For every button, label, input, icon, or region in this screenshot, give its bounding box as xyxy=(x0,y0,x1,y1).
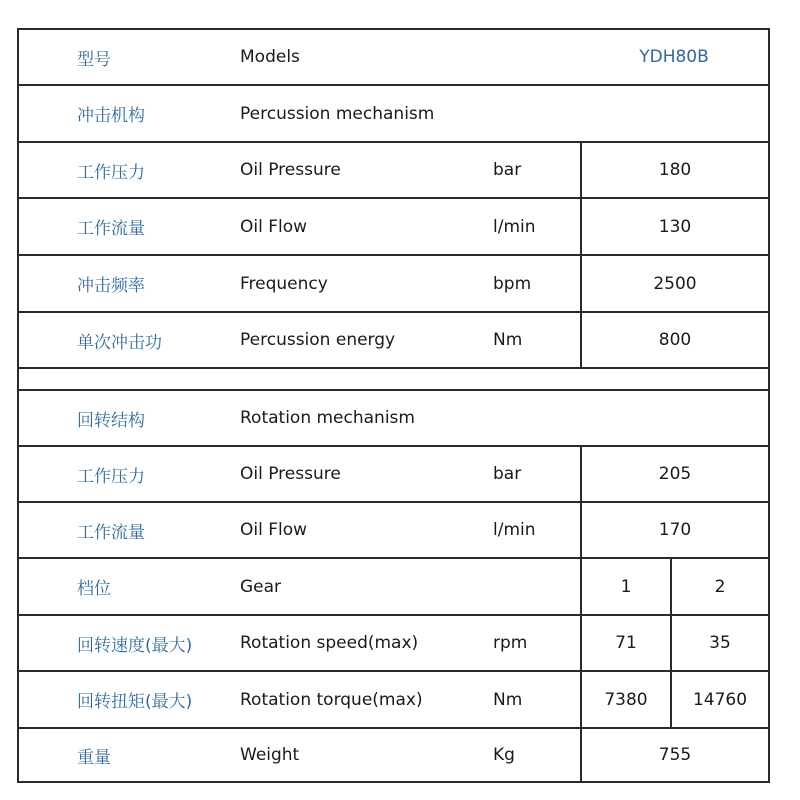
model-value: YDH80B xyxy=(639,47,709,67)
unit: Kg xyxy=(493,745,515,765)
label-cn: 工作压力 xyxy=(77,466,145,487)
label-cn: 档位 xyxy=(77,579,111,599)
row-percussion-energy xyxy=(19,313,768,369)
label-en: Oil Flow xyxy=(240,216,308,237)
label-en: Frequency xyxy=(240,273,328,294)
row-rotation-oil-flow xyxy=(19,503,768,559)
value-gear-2: 14760 xyxy=(670,672,768,727)
label-cn: 回转扭矩(最大) xyxy=(77,692,193,712)
row-frequency xyxy=(19,256,768,313)
label-en: Percussion energy xyxy=(240,330,396,350)
label-cn: 回转速度(最大) xyxy=(77,635,193,656)
value: 205 xyxy=(580,447,768,501)
row-percussion-oil-flow xyxy=(19,199,768,256)
value: 170 xyxy=(580,503,768,557)
unit: Nm xyxy=(493,689,523,710)
label-cn: 型号 xyxy=(77,49,111,70)
value-gear-1: 7380 xyxy=(580,672,670,727)
row-percussion-oil-pressure xyxy=(19,143,768,199)
label-cn: 工作压力 xyxy=(77,162,145,183)
row-rotation-speed xyxy=(19,616,768,672)
label-cn: 工作流量 xyxy=(77,522,145,543)
unit: rpm xyxy=(493,633,528,653)
section-label-en: Rotation mechanism xyxy=(240,408,415,428)
row-rotation-oil-pressure xyxy=(19,447,768,503)
unit: bpm xyxy=(493,273,532,294)
label-en: Models xyxy=(240,47,300,67)
unit: l/min xyxy=(493,216,536,237)
section-label-cn: 冲击机构 xyxy=(77,106,145,126)
section-label-cn: 回转结构 xyxy=(77,410,145,431)
unit: bar xyxy=(493,464,522,484)
label-en: Rotation torque(max) xyxy=(240,689,423,710)
value: 755 xyxy=(580,729,768,781)
label-cn: 工作流量 xyxy=(77,219,145,239)
unit: l/min xyxy=(493,520,536,540)
spec-table xyxy=(17,28,770,783)
unit: bar xyxy=(493,160,522,180)
spacer-row xyxy=(19,369,768,391)
label-en: Weight xyxy=(240,745,300,765)
gear-2: 2 xyxy=(670,559,768,614)
gear-1: 1 xyxy=(580,559,670,614)
section-rotation xyxy=(19,391,768,447)
label-cn: 单次冲击功 xyxy=(77,332,162,353)
row-models xyxy=(19,30,768,86)
value: 800 xyxy=(580,313,768,367)
label-cn: 重量 xyxy=(77,747,111,768)
value: 130 xyxy=(580,199,768,254)
value-gear-2: 35 xyxy=(670,616,768,670)
label-en: Oil Flow xyxy=(240,520,308,540)
label-en: Rotation speed(max) xyxy=(240,633,419,653)
label-en: Oil Pressure xyxy=(240,464,341,484)
row-gear xyxy=(19,559,768,616)
value: 180 xyxy=(580,143,768,197)
row-rotation-torque xyxy=(19,672,768,729)
label-en: Oil Pressure xyxy=(240,160,341,180)
section-label-en: Percussion mechanism xyxy=(240,103,435,124)
unit: Nm xyxy=(493,330,523,350)
label-en: Gear xyxy=(240,576,282,597)
value-gear-1: 71 xyxy=(580,616,670,670)
section-percussion xyxy=(19,86,768,143)
label-cn: 冲击频率 xyxy=(77,276,145,296)
row-weight xyxy=(19,729,768,781)
value: 2500 xyxy=(580,256,768,311)
